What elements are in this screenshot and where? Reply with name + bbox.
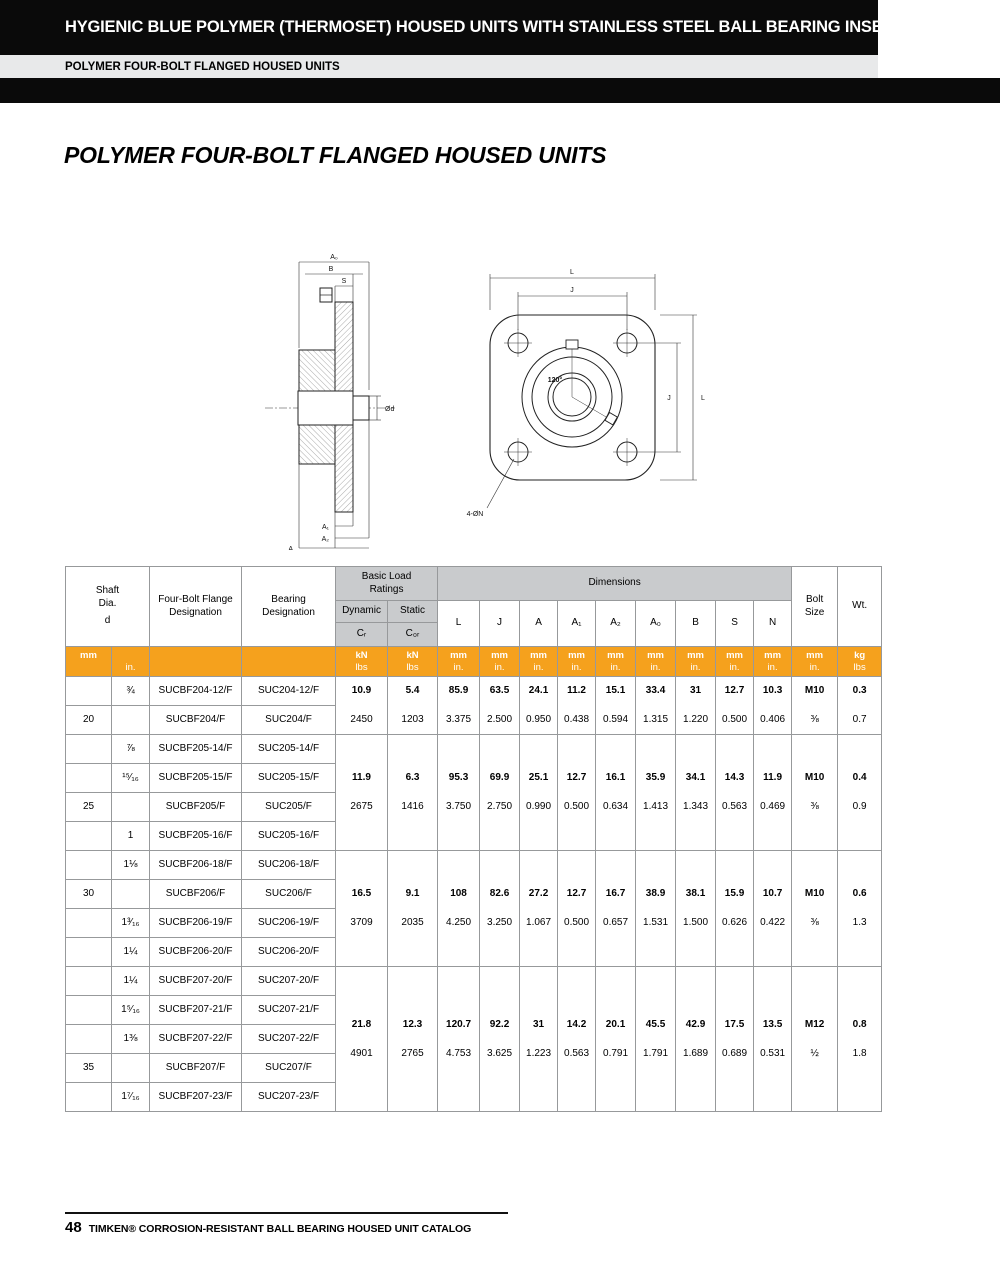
value-cell: 108 4.250 [438,851,480,967]
side-view-drawing [265,254,395,550]
unit-cell: kg lbs [838,647,882,677]
value-cell: M10 ⅜ [792,677,838,735]
col-header-static: Static [388,601,438,623]
value-cell: 33.4 1.315 [636,677,676,735]
front-view-drawing [467,269,705,518]
shaft-in [112,793,150,822]
shaft-mm [66,851,112,880]
shaft-mm [66,1025,112,1054]
value-cell: 31 1.220 [676,677,716,735]
col-header-bearing: Bearing Designation [242,567,336,647]
value-cell: 92.2 3.625 [480,967,520,1112]
units-row [66,647,882,677]
bearing-designation: SUC207-22/F [242,1025,336,1054]
value-cell: 0.8 1.8 [838,967,882,1112]
value-cell: 21.8 4901 [336,967,388,1112]
col-header-load: Basic Load Ratings [336,567,438,601]
value-cell: 14.2 0.563 [558,967,596,1112]
shaft-in: 1⅜ [112,1025,150,1054]
value-cell: 16.1 0.634 [596,735,636,851]
unit-cell: mm in. [636,647,676,677]
value-cell: 25.1 0.990 [520,735,558,851]
top-header-band [0,0,915,55]
shaft-in: ¹⁵⁄₁₆ [112,764,150,793]
shaft-mm [66,909,112,938]
col-header-bolt: Bolt Size [792,567,838,647]
bearing-designation: SUC206-19/F [242,909,336,938]
flange-designation: SUCBF207-23/F [150,1083,242,1112]
value-cell: 12.7 0.500 [716,677,754,735]
col-header-A1: A₁ [558,601,596,647]
col-header-flange: Four-Bolt Flange Designation [150,567,242,647]
value-cell: 31 1.223 [520,967,558,1112]
value-cell: 0.6 1.3 [838,851,882,967]
col-header-dimensions: Dimensions [438,567,792,601]
dim-label-a0: A₀ [330,254,338,261]
shaft-in [112,880,150,909]
value-cell: 11.9 0.469 [754,735,792,851]
value-cell: M10 ⅜ [792,735,838,851]
value-cell: 38.9 1.531 [636,851,676,967]
flange-designation: SUCBF207-22/F [150,1025,242,1054]
value-cell: 17.5 0.689 [716,967,754,1112]
dim-label-s: S [341,278,347,285]
col-header-cr: Cᵣ [336,623,388,647]
shaft-in: 1¼ [112,967,150,996]
table-row [66,967,882,996]
value-cell: 10.3 0.406 [754,677,792,735]
unit-cell: kN lbs [336,647,388,677]
bearing-designation: SUC207-20/F [242,967,336,996]
bolt-hole-note: 4-ØN [466,511,484,518]
value-cell: 38.1 1.500 [676,851,716,967]
shaft-in [112,706,150,735]
value-cell: 42.9 1.689 [676,967,716,1112]
shaft-in: 1⁵⁄₁₆ [112,996,150,1025]
unit-cell: in. [112,647,150,677]
value-cell: 35.9 1.413 [636,735,676,851]
flange-designation: SUCBF204/F [150,706,242,735]
unit-cell: mm in. [438,647,480,677]
shaft-mm: 20 [66,706,112,735]
value-cell: 11.2 0.438 [558,677,596,735]
shaft-in: ¾ [112,677,150,706]
col-header-A: A [520,601,558,647]
flange-designation: SUCBF206-19/F [150,909,242,938]
col-header-c0r: C₀ᵣ [388,623,438,647]
shaft-mm [66,677,112,706]
value-cell: 69.9 2.750 [480,735,520,851]
value-cell: 0.3 0.7 [838,677,882,735]
col-header-J: J [480,601,520,647]
shaft-mm [66,938,112,967]
bearing-designation: SUC206/F [242,880,336,909]
shaft-in: 1⅛ [112,851,150,880]
sub-header-text: POLYMER FOUR-BOLT FLANGED HOUSED UNITS [65,60,340,73]
shaft-in: 1¼ [112,938,150,967]
dim-label-L-top: L [570,269,574,276]
flange-designation: SUCBF205-14/F [150,735,242,764]
value-cell: 20.1 0.791 [596,967,636,1112]
flange-designation: SUCBF204-12/F [150,677,242,706]
dim-label-a2: A₂ [321,536,329,543]
shaft-mm [66,996,112,1025]
dim-label-b: B [328,266,334,273]
footer-text: TIMKEN® CORROSION-RESISTANT BALL BEARING HOUSED UNIT CATALOG [88,1223,472,1235]
unit-cell: mm [66,647,112,677]
value-cell: 24.1 0.950 [520,677,558,735]
shaft-mm: 30 [66,880,112,909]
shaft-mm [66,1083,112,1112]
top-header-text: HYGIENIC BLUE POLYMER (THERMOSET) HOUSED UNITS WITH STAINLESS STEEL BALL BEARING INSERTS [65,18,915,36]
col-header-L: L [438,601,480,647]
sub-header-band [0,55,878,78]
col-header-A0: A₀ [636,601,676,647]
value-cell: 13.5 0.531 [754,967,792,1112]
value-cell: 45.5 1.791 [636,967,676,1112]
value-cell: 9.1 2035 [388,851,438,967]
value-cell: 5.4 1203 [388,677,438,735]
bearing-designation: SUC207-23/F [242,1083,336,1112]
bearing-designation: SUC205-16/F [242,822,336,851]
shaft-mm [66,822,112,851]
shaft-mm [66,735,112,764]
shaft-mm: 35 [66,1054,112,1083]
table-row [66,851,882,880]
dim-label-J-right: J [667,395,671,402]
spec-table-body [66,677,882,1112]
value-cell: 6.3 1416 [388,735,438,851]
flange-designation: SUCBF206-20/F [150,938,242,967]
value-cell: 10.9 2450 [336,677,388,735]
dim-label-a1: A₁ [321,524,329,531]
unit-cell: mm in. [596,647,636,677]
shaft-in: ⅞ [112,735,150,764]
shaft-in: 1⁷⁄₁₆ [112,1083,150,1112]
page-title: POLYMER FOUR-BOLT FLANGED HOUSED UNITS [64,142,607,168]
flange-designation: SUCBF207-21/F [150,996,242,1025]
spec-table [65,566,882,1112]
value-cell: M10 ⅜ [792,851,838,967]
value-cell: 15.1 0.594 [596,677,636,735]
value-cell: 120.7 4.753 [438,967,480,1112]
value-cell: 85.9 3.375 [438,677,480,735]
flange-designation: SUCBF206/F [150,880,242,909]
dim-label-a: A [288,546,293,550]
flange-designation: SUCBF205/F [150,793,242,822]
dim-label-d: Ød [385,406,395,413]
table-row [66,677,882,706]
value-cell: 27.2 1.067 [520,851,558,967]
value-cell: 16.5 3709 [336,851,388,967]
flange-designation: SUCBF207/F [150,1054,242,1083]
unit-cell: mm in. [520,647,558,677]
flange-designation: SUCBF206-18/F [150,851,242,880]
footer [65,1212,508,1236]
unit-cell: mm in. [676,647,716,677]
bearing-designation: SUC206-18/F [242,851,336,880]
dim-label-J-top: J [570,287,574,294]
value-cell: 14.3 0.563 [716,735,754,851]
col-header-B: B [676,601,716,647]
bearing-designation: SUC207/F [242,1054,336,1083]
value-cell: 15.9 0.626 [716,851,754,967]
col-header-A2: A₂ [596,601,636,647]
bearing-designation: SUC204/F [242,706,336,735]
unit-cell: kN lbs [388,647,438,677]
value-cell: 12.3 2765 [388,967,438,1112]
value-cell: 11.9 2675 [336,735,388,851]
page-number: 48 [65,1219,82,1236]
angle-label: 120° [547,377,563,384]
flange-designation: SUCBF207-20/F [150,967,242,996]
shaft-in: 1 [112,822,150,851]
bearing-designation: SUC206-20/F [242,938,336,967]
col-header-N: N [754,601,792,647]
col-header-wt: Wt. [838,567,882,647]
unit-cell: mm in. [558,647,596,677]
shaft-mm [66,967,112,996]
value-cell: 10.7 0.422 [754,851,792,967]
unit-cell [150,647,242,677]
value-cell: 34.1 1.343 [676,735,716,851]
bearing-designation: SUC205/F [242,793,336,822]
black-divider-band [0,78,1000,103]
bearing-designation: SUC204-12/F [242,677,336,706]
shaft-mm [66,764,112,793]
value-cell: 63.5 2.500 [480,677,520,735]
flange-designation: SUCBF205-15/F [150,764,242,793]
value-cell: 12.7 0.500 [558,735,596,851]
col-header-shaft: Shaft Dia. d [66,567,150,647]
col-header-dynamic: Dynamic [336,601,388,623]
unit-cell: mm in. [754,647,792,677]
shaft-in [112,1054,150,1083]
unit-cell: mm in. [792,647,838,677]
value-cell: 0.4 0.9 [838,735,882,851]
value-cell: 95.3 3.750 [438,735,480,851]
bearing-designation: SUC205-15/F [242,764,336,793]
technical-drawings [235,250,715,550]
unit-cell: mm in. [480,647,520,677]
shaft-mm: 25 [66,793,112,822]
value-cell: M12 ½ [792,967,838,1112]
dim-label-L-right: L [701,395,705,402]
flange-designation: SUCBF205-16/F [150,822,242,851]
unit-cell [242,647,336,677]
value-cell: 16.7 0.657 [596,851,636,967]
table-row [66,735,882,764]
value-cell: 82.6 3.250 [480,851,520,967]
unit-cell: mm in. [716,647,754,677]
shaft-in: 1³⁄₁₆ [112,909,150,938]
col-header-S: S [716,601,754,647]
value-cell: 12.7 0.500 [558,851,596,967]
bearing-designation: SUC207-21/F [242,996,336,1025]
bearing-designation: SUC205-14/F [242,735,336,764]
